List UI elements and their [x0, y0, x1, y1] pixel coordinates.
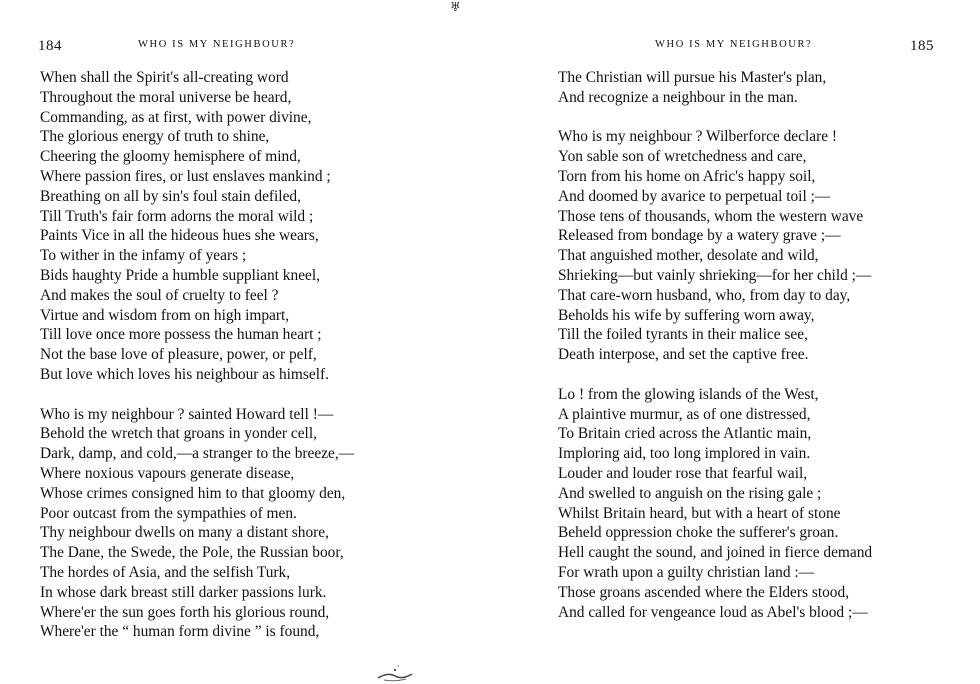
ornament-icon: [370, 660, 420, 684]
verse-line: Till the foiled tyrants in their malice see,: [558, 326, 808, 344]
verse-line: Shrieking—but vainly shrieking—for her child ;—: [558, 266, 872, 284]
verse-line: Beholds his wife by suffering worn away,: [558, 306, 815, 324]
verse-line: Breathing on all by sin's foul stain defiled,: [40, 187, 301, 205]
stanza-break: [558, 365, 970, 385]
verse-line: The hordes of Asia, and the selfish Turk,: [40, 563, 291, 581]
verse-line: And doomed by avarice to perpetual toil ;—: [558, 187, 831, 205]
verse-line: That care-worn husband, who, from day to day,: [558, 286, 851, 304]
verse-line: To wither in the infamy of years ;: [40, 247, 247, 265]
verse-line: Till love once more possess the human heart ;: [40, 326, 322, 344]
verse-line: Yon sable son of wretchedness and care,: [558, 148, 807, 166]
stanza-break: [40, 385, 460, 405]
verse-line: To Britain cried across the Atlantic main,: [558, 425, 812, 443]
verse-line: Whilst Britain heard, but with a heart of stone: [558, 504, 841, 522]
verse-line: Where'er the “ human form divine ” is found,: [40, 623, 320, 641]
verse-line: Those groans ascended where the Elders stood,: [558, 583, 850, 601]
verse-line: And swelled to anguish on the rising gale ;: [558, 484, 822, 502]
verse-line: Virtue and wisdom from on high impart,: [40, 306, 290, 324]
running-head: WHO IS MY NEIGHBOUR?: [138, 39, 296, 50]
left-page-header: [0, 38, 470, 58]
verse-line: For wrath upon a guilty christian land :—: [558, 563, 815, 581]
page-number: 185: [910, 38, 934, 54]
verse-line: Who is my neighbour ? sainted Howard tell !—: [40, 405, 334, 423]
verse-line: Thy neighbour dwells on many a distant shore,: [40, 524, 329, 542]
verse-line: And called for vengeance loud as Abel's blood ;—: [558, 603, 868, 621]
verse-line: Throughout the moral universe be heard,: [40, 88, 292, 106]
verse-line: Death interpose, and set the captive free.: [558, 346, 809, 364]
poem-text: [558, 68, 970, 622]
verse-line: Torn from his home on Afric's happy soil,: [558, 167, 816, 185]
verse-line: Dark, damp, and cold,—a stranger to the breeze,—: [40, 445, 355, 463]
verse-line: Where passion fires, or lust enslaves mankind ;: [40, 167, 331, 185]
verse-line: Where'er the sun goes forth his glorious round,: [40, 603, 330, 621]
verse-line: Hell caught the sound, and joined in fierce demand: [558, 544, 873, 562]
running-head: WHO IS MY NEIGHBOUR?: [655, 39, 813, 50]
verse-line: Imploring aid, too long implored in vain.: [558, 445, 811, 463]
verse-line: Commanding, as at first, with power divine,: [40, 108, 312, 126]
verse-line: And makes the soul of cruelty to feel ?: [40, 286, 279, 304]
verse-line: But love which loves his neighbour as himself.: [40, 365, 329, 383]
verse-line: Released from bondage by a watery grave ;—: [558, 227, 841, 245]
verse-line: Behold the wretch that groans in yonder cell,: [40, 425, 317, 443]
verse-line: Lo ! from the glowing islands of the West,: [558, 385, 819, 403]
verse-line: When shall the Spirit's all-creating word: [40, 69, 289, 86]
verse-line: Those tens of thousands, whom the western wave: [558, 207, 864, 225]
verse-line: The glorious energy of truth to shine,: [40, 128, 270, 146]
page-number: 184: [38, 38, 62, 54]
right-page-header: [490, 38, 980, 58]
verse-line: The Christian will pursue his Master's plan,: [558, 69, 827, 86]
stanza-break: [558, 108, 970, 128]
verse-line: Bids haughty Pride a humble suppliant kneel,: [40, 266, 320, 284]
printer-mark-icon: ♅: [450, 0, 461, 14]
verse-line: Who is my neighbour ? Wilberforce declare !: [558, 128, 838, 146]
verse-line: In whose dark breast still darker passions lurk.: [40, 583, 327, 601]
verse-line: Where noxious vapours generate disease,: [40, 464, 295, 482]
verse-line: Not the base love of pleasure, power, or pelf,: [40, 346, 317, 364]
verse-line: Whose crimes consigned him to that gloomy den,: [40, 484, 346, 502]
verse-line: Cheering the gloomy hemisphere of mind,: [40, 148, 301, 166]
verse-line: And recognize a neighbour in the man.: [558, 88, 798, 106]
poem-text: [40, 68, 460, 642]
verse-line: Beheld oppression choke the sufferer's groan.: [558, 524, 839, 542]
verse-line: The Dane, the Swede, the Pole, the Russian boor,: [40, 544, 344, 562]
verse-line: That anguished mother, desolate and wild,: [558, 247, 819, 265]
verse-line: Paints Vice in all the hideous hues she wears,: [40, 227, 319, 245]
verse-line: Poor outcast from the sympathies of men.: [40, 504, 297, 522]
verse-line: Till Truth's fair form adorns the moral wild ;: [40, 207, 314, 225]
right-page: [490, 0, 980, 684]
verse-line: A plaintive murmur, as of one distressed,: [558, 405, 811, 423]
left-page: [0, 0, 470, 684]
verse-line: Louder and louder rose that fearful wail,: [558, 464, 808, 482]
